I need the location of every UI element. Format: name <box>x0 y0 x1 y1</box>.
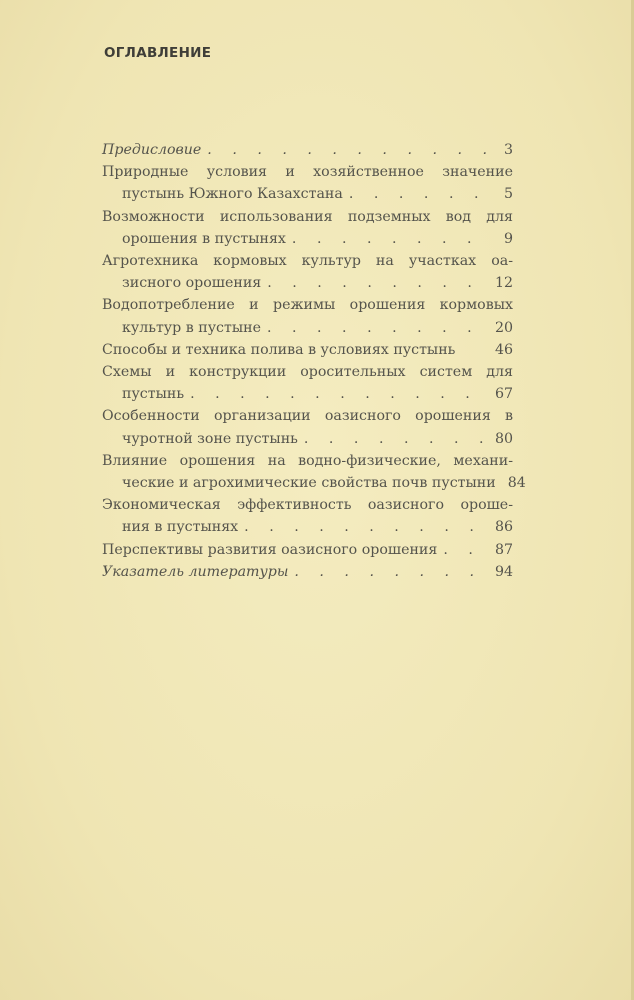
toc-entry-title: Предисловие <box>102 142 202 158</box>
dot-leader <box>184 383 489 405</box>
toc-entry-title: Указатель литературы <box>102 563 289 580</box>
table-of-contents <box>102 139 526 583</box>
toc-entry <box>102 450 526 494</box>
toc-page-number: 87 <box>494 541 513 558</box>
dot-leader <box>261 272 489 294</box>
dot-leader <box>201 139 489 161</box>
toc-page-number: 5 <box>503 186 513 203</box>
dot-leader <box>261 317 489 339</box>
toc-page-number: 3 <box>503 142 513 158</box>
toc-entry-title: культур в пустыне <box>122 319 261 336</box>
toc-entry-title: пустынь Южного Казахстана <box>122 186 343 203</box>
toc-entry <box>102 250 513 294</box>
toc-page-number: 67 <box>494 386 513 403</box>
toc-entry-line: Природные условия и хозяйственное значение <box>102 164 513 181</box>
toc-entry-line: Экономическая эффективность оазисного ороше- <box>102 497 513 514</box>
toc-entry <box>102 206 513 250</box>
toc-page-number: 80 <box>494 430 513 447</box>
toc-entry-title: пустынь <box>122 386 185 403</box>
toc-entry-line: Агротехника кормовых культур на участках оа- <box>102 253 513 270</box>
toc-entry <box>102 561 513 583</box>
toc-entry-title: ния в пустынях <box>122 519 239 536</box>
toc-entry-title: чуротной зоне пустынь <box>122 430 298 447</box>
toc-entry-line: Влияние орошения на водно-физические, механи- <box>102 452 513 469</box>
toc-entry <box>102 161 513 205</box>
toc-entry-line: Схемы и конструкции оросительных систем для <box>102 364 513 381</box>
toc-entry-line: Возможности использования подземных вод для <box>102 208 513 225</box>
toc-entry-title: Перспективы развития оазисного орошения <box>102 541 438 558</box>
toc-page-number: 20 <box>494 319 513 336</box>
toc-page-number: 12 <box>494 275 513 292</box>
toc-entry <box>102 405 513 449</box>
toc-entry-line: Водопотребление и режимы орошения кормовых <box>102 297 513 314</box>
toc-entry-title: орошения в пустынях <box>122 230 286 247</box>
toc-entry-title: зисного орошения <box>122 275 262 292</box>
toc-entry <box>102 339 513 361</box>
page-title: ОГЛАВЛЕНИЕ <box>104 45 212 61</box>
toc-entry-line: Особенности организации оазисного орошения в <box>102 408 513 425</box>
toc-page-number: 86 <box>494 519 513 536</box>
toc-entry <box>102 361 513 405</box>
toc-entry <box>102 294 513 338</box>
dot-leader <box>238 516 489 538</box>
dot-leader <box>343 183 489 205</box>
toc-page-number: 9 <box>503 230 513 247</box>
toc-entry-title: Способы и техника полива в условиях пустынь <box>102 341 456 358</box>
toc-entry-title: ческие и агрохимические свойства почв пустыни <box>122 475 496 492</box>
toc-entry <box>102 494 513 538</box>
dot-leader <box>286 228 489 250</box>
dot-leader <box>437 539 489 561</box>
dot-leader <box>298 428 489 450</box>
toc-page-number: 84 <box>507 475 526 492</box>
dot-leader <box>288 561 489 583</box>
toc-page-number: 46 <box>494 341 513 358</box>
toc-page-number: 94 <box>494 563 513 580</box>
toc-entry <box>102 139 513 161</box>
toc-entry <box>102 539 513 561</box>
